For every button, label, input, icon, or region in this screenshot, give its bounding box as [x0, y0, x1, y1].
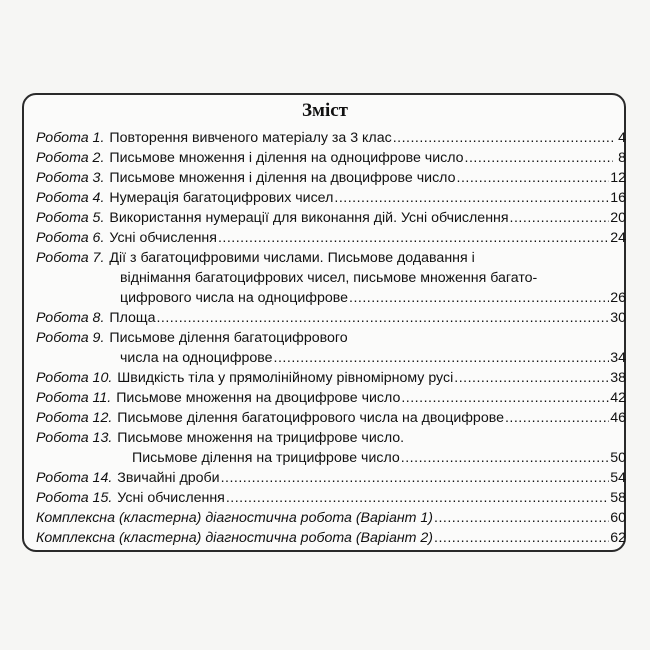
entry-page: 34 [610, 350, 626, 366]
entry-title: Письмове множення і ділення на одноцифрове число [109, 150, 464, 166]
dot-leader [401, 388, 609, 408]
toc-entry-7[interactable] [36, 248, 626, 308]
entry-title-line: Письмове ділення багатоцифрового [109, 330, 348, 346]
entry-title-line: Письмове ділення на трицифрове число [132, 450, 400, 466]
entry-label: Робота 2. [36, 150, 105, 166]
table-of-contents [36, 128, 626, 548]
entry-title: Площа [109, 310, 156, 326]
dot-leader [454, 368, 609, 388]
entry-label: Робота 14. [36, 470, 113, 486]
entry-title: Швидкість тіла у прямолінійному рівномірному русі [117, 370, 454, 386]
dot-leader [156, 308, 609, 328]
entry-label: Робота 3. [36, 170, 105, 186]
entry-page: 16 [610, 190, 626, 206]
dot-leader [349, 288, 609, 308]
entry-label: Робота 13. [36, 430, 113, 446]
toc-entry-3[interactable] [36, 168, 626, 188]
toc-entry-2[interactable] [36, 148, 626, 168]
toc-entry-11[interactable] [36, 388, 626, 408]
entry-page: 54 [610, 470, 626, 486]
dot-leader [510, 208, 610, 228]
entry-page: 4 [618, 130, 626, 146]
entry-label: Робота 9. [36, 330, 105, 346]
dot-leader [434, 508, 609, 528]
entry-label: Робота 10. [36, 370, 113, 386]
entry-page: 42 [610, 390, 626, 406]
toc-entry-5[interactable] [36, 208, 626, 228]
entry-title: Нумерація багатоцифрових чисел [109, 190, 334, 206]
entry-title: Повторення вивченого матеріалу за 3 клас [109, 130, 392, 146]
toc-entry-6[interactable] [36, 228, 626, 248]
dot-leader [226, 488, 609, 508]
entry-page: 12 [610, 170, 626, 186]
entry-title: Усні обчислення [109, 230, 217, 246]
entry-title-line: Дії з багатоцифровими числами. Письмове додавання і [109, 250, 475, 266]
entry-label: Робота 15. [36, 490, 113, 506]
entry-label: Робота 7. [36, 250, 105, 266]
entry-page: 24 [610, 230, 626, 246]
entry-page: 62 [610, 530, 626, 546]
entry-title: Комплексна (кластерна) діагностична робота (Варіант 2) [36, 530, 434, 546]
entry-label: Робота 6. [36, 230, 105, 246]
entry-page: 50 [610, 450, 626, 466]
entry-title: Усні обчислення [117, 490, 225, 506]
entry-title: Використання нумерації для виконання дій. Усні обчислення [109, 210, 509, 226]
entry-label: Робота 4. [36, 190, 105, 206]
entry-page: 58 [610, 490, 626, 506]
dot-leader [218, 228, 609, 248]
entry-title-line: віднімання багатоцифрових чисел, письмове множення багато- [120, 270, 538, 286]
toc-entry-10[interactable] [36, 368, 626, 388]
entry-title-line: Письмове множення на трицифрове число. [117, 430, 405, 446]
entry-page: 26 [610, 290, 626, 306]
toc-entry-diagnostic-2[interactable] [36, 528, 626, 548]
dot-leader [221, 468, 610, 488]
dot-leader [274, 348, 610, 368]
entry-label: Робота 5. [36, 210, 105, 226]
dot-leader [334, 188, 609, 208]
entry-page: 38 [610, 370, 626, 386]
entry-label: Робота 12. [36, 410, 113, 426]
toc-entry-9[interactable] [36, 328, 626, 368]
dot-leader [457, 168, 610, 188]
entry-title: Письмове ділення багатоцифрового числа на двоцифрове [117, 410, 504, 426]
page-title: Зміст [301, 100, 348, 121]
toc-entry-12[interactable] [36, 408, 626, 428]
toc-entry-4[interactable] [36, 188, 626, 208]
entry-title: Письмове множення на двоцифрове число [116, 390, 401, 406]
toc-entry-13[interactable] [36, 428, 626, 468]
toc-entry-1[interactable] [36, 128, 626, 148]
entry-title-line: числа на одноцифрове [120, 350, 273, 366]
entry-page: 46 [610, 410, 626, 426]
dot-leader [465, 148, 613, 168]
toc-entry-14[interactable] [36, 468, 626, 488]
entry-page: 30 [610, 310, 626, 326]
entry-page: 8 [618, 150, 626, 166]
entry-title: Комплексна (кластерна) діагностична робота (Варіант 1) [36, 510, 434, 526]
entry-title: Звичайні дроби [117, 470, 220, 486]
dot-leader [434, 528, 609, 548]
entry-title: Письмове множення і ділення на двоцифрове число [109, 170, 456, 186]
entry-page: 20 [610, 210, 626, 226]
entry-label: Робота 1. [36, 130, 105, 146]
entry-label: Робота 8. [36, 310, 105, 326]
entry-title-line: цифрового числа на одноцифрове [120, 290, 349, 306]
entry-page: 60 [610, 510, 626, 526]
dot-leader [401, 448, 609, 468]
toc-entry-8[interactable] [36, 308, 626, 328]
dot-leader [505, 408, 609, 428]
toc-entry-diagnostic-1[interactable] [36, 508, 626, 528]
entry-label: Робота 11. [36, 390, 112, 406]
toc-entry-15[interactable] [36, 488, 626, 508]
dot-leader [393, 128, 613, 148]
